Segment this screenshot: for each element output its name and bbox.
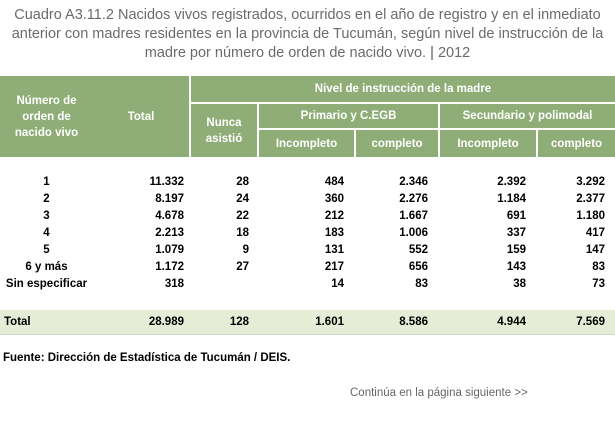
table-row xyxy=(0,190,615,207)
cell-sec-completo: 417 xyxy=(585,226,605,239)
cell-sec-completo: 73 xyxy=(592,277,605,290)
total-cell-prim-completo: 8.586 xyxy=(354,310,438,334)
total-cell-sec-completo: 7.569 xyxy=(536,310,615,334)
table-bottom-border xyxy=(0,334,615,335)
table-row xyxy=(0,173,615,190)
header-numero-line-1: Número de xyxy=(16,94,77,107)
row-label: Sin especificar xyxy=(5,277,88,290)
header-numero-orden xyxy=(0,76,93,157)
header-secundario-completo: completo xyxy=(536,128,615,157)
row-label: 6 y más xyxy=(25,260,68,273)
cell-prim-completo: 1.006 xyxy=(399,226,428,239)
cell-prim-completo: 552 xyxy=(408,243,428,256)
header-primario-completo: completo xyxy=(354,128,438,157)
row-label: 3 xyxy=(43,209,50,222)
title-line-1: Cuadro A3.11.2 Nacidos vivos registrados, ocurridos en el año de registro y en el inmediato xyxy=(14,7,601,23)
source-note: Fuente: Dirección de Estadística de Tucumán / DEIS. xyxy=(3,352,291,364)
cell-sec-completo: 3.292 xyxy=(576,175,605,188)
table-row xyxy=(0,241,615,258)
births-table xyxy=(0,76,615,335)
cell-total: 11.332 xyxy=(149,175,184,188)
cell-sec-completo: 147 xyxy=(585,243,605,256)
cell-total: 8.197 xyxy=(155,192,184,205)
header-secundario: Secundario y polimodal xyxy=(438,102,615,128)
total-cell-total: 28.989 xyxy=(93,310,189,334)
cell-prim-completo: 2.276 xyxy=(399,192,428,205)
header-numero-line-2: orden de xyxy=(22,110,71,123)
header-numero-line-3: nacido vivo xyxy=(14,126,79,139)
row-label: 2 xyxy=(43,192,50,205)
cell-total: 318 xyxy=(164,277,184,290)
spacer-row xyxy=(0,157,615,173)
cell-prim-incompleto: 484 xyxy=(324,175,344,188)
cell-prim-incompleto: 360 xyxy=(324,192,344,205)
spacer-row xyxy=(0,292,615,310)
cell-nunca: 22 xyxy=(236,209,249,222)
cell-sec-incompleto: 159 xyxy=(506,243,526,256)
cell-sec-incompleto: 691 xyxy=(506,209,526,222)
title-line-3 xyxy=(0,44,615,63)
cell-sec-incompleto: 143 xyxy=(506,260,526,273)
cell-prim-incompleto: 14 xyxy=(331,277,344,290)
cell-prim-incompleto: 131 xyxy=(324,243,344,256)
table-row xyxy=(0,258,615,275)
table-row xyxy=(0,275,615,292)
cell-sec-completo: 83 xyxy=(592,260,605,273)
header-nivel-instruccion: Nivel de instrucción de la madre xyxy=(189,76,615,102)
cell-sec-incompleto: 337 xyxy=(506,226,526,239)
header-primario: Primario y C.EGB xyxy=(257,102,438,128)
header-row-1 xyxy=(0,76,615,102)
table-title xyxy=(0,0,615,63)
title-year: 2012 xyxy=(437,45,471,61)
cell-sec-completo: 2.377 xyxy=(576,192,605,205)
cell-sec-completo: 1.180 xyxy=(576,209,605,222)
table-row xyxy=(0,224,615,241)
cell-prim-completo: 1.667 xyxy=(399,209,428,222)
cell-prim-incompleto: 212 xyxy=(324,209,344,222)
cell-nunca: 24 xyxy=(236,192,249,205)
cell-nunca xyxy=(189,275,257,292)
table-row xyxy=(0,207,615,224)
total-cell-prim-incompleto: 1.601 xyxy=(257,310,354,334)
row-label: 1 xyxy=(43,175,50,188)
header-nunca-line-1: Nunca xyxy=(206,116,242,129)
cell-prim-completo: 83 xyxy=(415,277,428,290)
cell-nunca: 18 xyxy=(236,226,249,239)
header-primario-incompleto: Incompleto xyxy=(257,128,354,157)
row-label: 5 xyxy=(43,243,50,256)
cell-prim-incompleto: 217 xyxy=(324,260,344,273)
header-secundario-incompleto: Incompleto xyxy=(438,128,536,157)
title-line-2: anterior con madres residentes en la provincia de Tucumán, según nivel de instrucción de la xyxy=(11,26,604,42)
cell-prim-completo: 2.346 xyxy=(399,175,428,188)
total-row xyxy=(0,310,615,334)
cell-total: 1.079 xyxy=(155,243,184,256)
cell-nunca: 27 xyxy=(236,260,249,273)
header-nunca-line-2: asistió xyxy=(205,132,243,145)
cell-nunca: 28 xyxy=(236,175,249,188)
header-total: Total xyxy=(127,110,155,123)
header-nunca-asistio xyxy=(189,102,257,157)
cell-prim-completo: 656 xyxy=(408,260,428,273)
cell-total: 4.678 xyxy=(155,209,184,222)
row-label: 4 xyxy=(43,226,50,239)
total-cell-sec-incompleto: 4.944 xyxy=(438,310,536,334)
cell-sec-incompleto: 38 xyxy=(513,277,526,290)
title-separator: | xyxy=(430,45,434,61)
cell-total: 1.172 xyxy=(155,260,184,273)
total-label: Total xyxy=(0,310,93,334)
title-line-3-text: madre por número de orden de nacido vivo. xyxy=(144,45,427,61)
cell-prim-incompleto: 183 xyxy=(324,226,344,239)
continue-next-page-link[interactable]: Continúa en la página siguiente >> xyxy=(350,387,528,399)
cell-total: 2.213 xyxy=(155,226,184,239)
cell-nunca: 9 xyxy=(242,243,249,256)
cell-sec-incompleto: 2.392 xyxy=(497,175,526,188)
cell-sec-incompleto: 1.184 xyxy=(497,192,526,205)
total-cell-nunca: 128 xyxy=(189,310,257,334)
